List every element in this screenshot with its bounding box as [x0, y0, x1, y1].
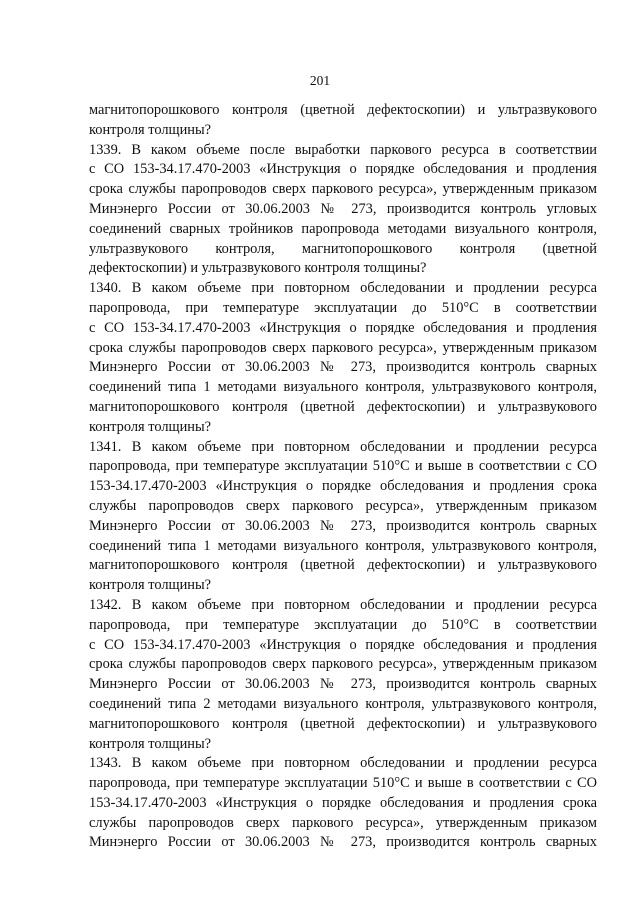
text-line: паропровода, при температуре эксплуатации 510°C и выше в соответствии с СО — [89, 775, 597, 792]
text-line: контроля толщины? — [89, 121, 212, 138]
text-line: магнитопорошкового контроля (цветной дефектоскопии) и ультразвукового — [89, 102, 597, 118]
text-line: с СО 153-34.17.470-2003 «Инструкция о порядке обследования и продления — [89, 161, 597, 178]
text-line: Минэнерго России от 30.06.2003 № 273, производится контроль сварных — [89, 517, 597, 534]
question-paragraph — [89, 279, 597, 437]
text-line: 1340. В каком объеме при повторном обследовании и продлении ресурса — [89, 280, 597, 297]
question-paragraph — [89, 438, 597, 596]
text-line: 1343. В каком объеме при повторном обследовании и продлении ресурса — [89, 755, 597, 772]
text-line: магнитопорошкового контроля (цветной дефектоскопии) и ультразвукового — [89, 398, 597, 415]
question-paragraph — [89, 141, 597, 280]
text-line: контроля толщины? — [89, 735, 212, 752]
text-line: магнитопорошкового контроля (цветной дефектоскопии) и ультразвукового — [89, 557, 597, 574]
document-body — [89, 101, 597, 853]
text-line: паропровода, при температуре эксплуатации до 510°C в соответствии — [89, 299, 597, 316]
text-line: срока службы паропроводов сверх паркового ресурса», утвержденным приказом — [89, 339, 597, 356]
question-paragraph — [89, 596, 597, 754]
text-line: срока службы паропроводов сверх паркового ресурса», утвержденным приказом — [89, 181, 597, 198]
text-line: срока службы паропроводов сверх паркового ресурса», утвержденным приказом — [89, 656, 597, 673]
text-line: 153-34.17.470-2003 «Инструкция о порядке обследования и продления срока — [89, 478, 597, 495]
text-line: соединений типа 2 методами визуального контроля, ультразвукового контроля, — [89, 695, 597, 712]
text-line: с СО 153-34.17.470-2003 «Инструкция о порядке обследования и продления — [89, 636, 597, 653]
text-line: 1339. В каком объеме после выработки паркового ресурса в соответствии — [89, 141, 597, 158]
text-line: контроля толщины? — [89, 577, 212, 594]
page-number: 201 — [309, 73, 331, 88]
text-line: магнитопорошкового контроля (цветной дефектоскопии) и ультразвукового — [89, 715, 597, 732]
text-line: с СО 153-34.17.470-2003 «Инструкция о порядке обследования и продления — [89, 319, 597, 336]
text-line: 1341. В каком объеме при повторном обследовании и продлении ресурса — [89, 438, 597, 455]
text-line: ультразвукового контроля, магнитопорошкового контроля (цветной — [89, 240, 597, 257]
text-line: Минэнерго России от 30.06.2003 № 273, производится контроль сварных — [89, 676, 597, 693]
question-paragraph — [89, 754, 597, 853]
text-line: Минэнерго России от 30.06.2003 № 273, производится контроль сварных — [89, 359, 597, 376]
text-line: соединений типа 1 методами визуального контроля, ультразвукового контроля, — [89, 537, 597, 554]
text-line: 153-34.17.470-2003 «Инструкция о порядке обследования и продления срока — [89, 794, 597, 811]
question-paragraph — [89, 101, 597, 141]
text-line: дефектоскопии) и ультразвукового контроля толщины? — [89, 260, 427, 277]
text-line: паропровода, при температуре эксплуатации до 510°C в соответствии — [89, 616, 597, 633]
text-line: соединений типа 1 методами визуального контроля, ультразвукового контроля, — [89, 379, 597, 396]
text-line: службы паропроводов сверх паркового ресурса», утвержденным приказом — [89, 497, 597, 514]
text-line: Минэнерго России от 30.06.2003 № 273, производится контроль угловых — [89, 200, 597, 217]
text-line: службы паропроводов сверх паркового ресурса», утвержденным приказом — [89, 814, 597, 831]
text-line: паропровода, при температуре эксплуатации 510°C и выше в соответствии с СО — [89, 458, 597, 475]
text-line: 1342. В каком объеме при повторном обследовании и продлении ресурса — [89, 596, 597, 613]
text-line: соединений сварных тройников паропровода методами визуального контроля, — [89, 220, 597, 237]
text-line: Минэнерго России от 30.06.2003 № 273, производится контроль сварных — [89, 834, 597, 851]
text-line: контроля толщины? — [89, 418, 212, 435]
